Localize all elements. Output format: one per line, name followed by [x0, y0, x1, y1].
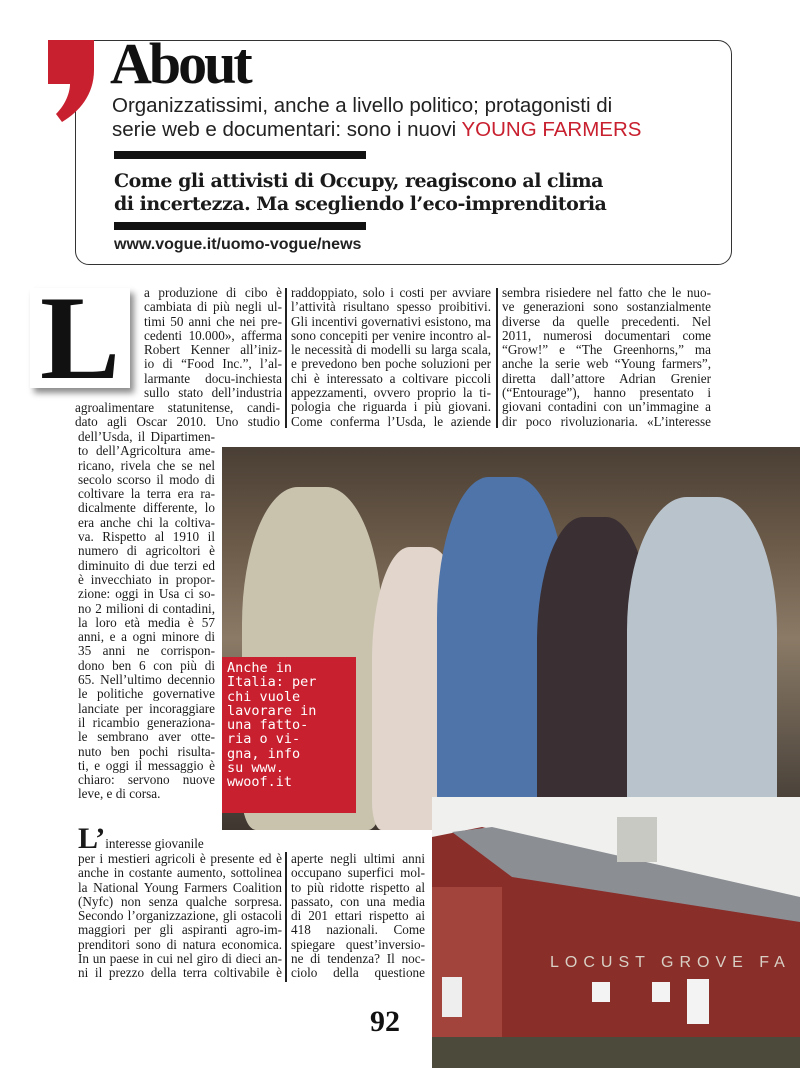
callout-line: su www. — [227, 760, 284, 777]
text-line: maggiori per gli aspiranti agro-im- — [78, 922, 282, 938]
barn-photo — [432, 797, 800, 1068]
callout-box — [222, 657, 356, 813]
text-line: cedenti 10.000», afferma — [144, 327, 282, 343]
text-line: Secondo l’organizzazione, gli ostacoli — [78, 908, 282, 924]
narrow-column — [78, 430, 215, 802]
text-line: Come conferma l’Usda, le aziende — [291, 413, 491, 429]
text-line: “Grow!” e “The Greenhorns,” ma — [502, 342, 711, 358]
paragraph-2-start — [78, 822, 288, 855]
text-line: In un paese in cui nel giro di dieci an- — [78, 951, 282, 967]
text-line: ciolo della questione — [291, 965, 425, 981]
text-line: occupano superfici mol- — [291, 865, 425, 881]
drop-cap-small: L’ — [78, 822, 106, 855]
text-line: nuto ben pochi risulta- — [78, 743, 215, 759]
text-line: dir poco rivoluzionaria. «L’interesse — [502, 413, 711, 429]
text-line: prenditori sono di natura economica. — [78, 936, 282, 952]
column-rule — [285, 852, 287, 982]
text-line: dato agli Oscar 2010. Uno studio — [75, 414, 280, 430]
text-line: no 2 milioni di contadini, — [78, 600, 215, 616]
text-line: per i mestieri agricoli è presente ed è — [78, 851, 282, 866]
callout-line: chi vuole — [227, 688, 301, 705]
subtitle-line: serie web e documentari: sono i nuovi — [112, 118, 462, 141]
text-line: ti, e oggi il messaggio è — [78, 757, 215, 773]
text-line: ve generazioni sono sostanzialmente — [502, 299, 711, 315]
text-line: la National Young Farmers Coalition — [78, 879, 282, 895]
text-line: anche in costante aumento, sottolinea — [78, 865, 282, 881]
text-line: sono concepiti per venire incontro al- — [291, 327, 491, 343]
text-line: 418 nazionali. Come — [291, 922, 425, 938]
deck — [114, 170, 724, 216]
column-bottom-2 — [291, 852, 425, 981]
text-line: diminuito di due terzi ed — [78, 557, 215, 573]
text-line: le sembrano aver otte- — [78, 729, 215, 745]
text-line: dicalmente differente, lo — [78, 500, 215, 516]
text-line: spiegare quest’inversio- — [291, 936, 425, 952]
text-line: appezzamenti, ovvero proprio la ti- — [291, 385, 491, 401]
text-line: ni il prezzo della terra coltivabile è — [78, 965, 282, 981]
text-line: chiaro: servono nuove — [78, 772, 215, 788]
column-2 — [291, 286, 491, 429]
callout-line: lavorare in — [227, 702, 317, 719]
text-line: leve, e di corsa. — [78, 786, 161, 802]
text-line: e prevedono ben poche soluzioni per — [291, 356, 491, 372]
text-line: aperte negli ultimi anni — [291, 851, 425, 866]
text-line: cambiata di più negli ul- — [144, 299, 282, 315]
column-1-full — [75, 401, 280, 430]
text-line: va. Rispetto al 1910 il — [78, 529, 215, 545]
callout-line: wwoof.it — [227, 774, 293, 791]
deck-line: Come gli attivisti di Occupy, reagiscono al clima — [114, 170, 603, 192]
text-line: dono ben 6 con più di — [78, 657, 215, 673]
column-rule — [285, 288, 287, 428]
text-line: to più ridotte rispetto al — [291, 879, 425, 895]
text-line: le necessità di modelli su larga scala, — [291, 342, 491, 358]
url-link[interactable]: www.vogue.it/uomo-vogue/news — [114, 236, 362, 253]
drop-cap: L — [30, 288, 130, 388]
text-line: secolo scorso il modo di — [78, 471, 215, 487]
text-line: la loro età media è 57 — [78, 614, 215, 630]
text-line: (Nyfc) non senza qualche sorpresa. — [78, 893, 282, 909]
callout-line: ria o vi- — [227, 731, 301, 748]
text-line: 2011, numerosi documentari come — [502, 327, 711, 343]
text-line: agroalimentare statunitense, candi- — [75, 400, 280, 415]
text-line: timi 50 anni che nei pre- — [144, 313, 282, 329]
text-line: di 201 ettari rispetto ai — [291, 908, 425, 924]
divider-bar — [114, 222, 366, 230]
text-line: diretta dall’attore Adrian Grenier — [502, 370, 711, 386]
text-line: ne di tendenza? Il noc- — [291, 951, 425, 967]
text-line: il ricambio generaziona- — [78, 714, 215, 730]
text-line: zione: oggi in Usa ci so- — [78, 586, 215, 602]
text-line: anni, e a ogni minore di — [78, 629, 215, 645]
column-bottom-1 — [78, 852, 282, 981]
text-line: sullo stato dell’industria — [144, 385, 282, 401]
text-line: giovani contadini con un’immagine a — [502, 399, 711, 415]
text-line: dell’Usda, il Dipartimen- — [78, 429, 215, 444]
text-line: anche la serie web “Young farmers”, — [502, 356, 711, 372]
text-line: è invecchiato in propor- — [78, 571, 215, 587]
text-line: lanciate per incoraggiare — [78, 700, 215, 716]
callout-line: Anche in — [227, 660, 293, 676]
red-comma-icon — [44, 40, 96, 122]
section-title: About — [110, 31, 250, 96]
column-1-top — [144, 286, 282, 400]
subtitle-line: Organizzatissimi, anche a livello politico; protagonisti di — [112, 94, 613, 117]
text-line: sembra risiedere nel fatto che le nuo- — [502, 285, 711, 300]
page-number: 92 — [370, 1005, 400, 1038]
divider-bar — [114, 151, 366, 159]
barn-sign: LOCUST GROVE FA — [550, 954, 791, 971]
callout-line: Italia: per — [227, 674, 317, 691]
text-line: larmante docu-inchiesta — [144, 370, 282, 386]
text-line: chi è interessato a coltivare piccoli — [291, 370, 491, 386]
subtitle-highlight: YOUNG FARMERS — [461, 118, 642, 141]
text-line: ricano, rivela che se nel — [78, 457, 215, 473]
text-line: (“Entourage”), hanno presentato i — [502, 385, 711, 401]
callout-line: una fatto- — [227, 717, 309, 734]
text-line: coltivare la terra era ra- — [78, 486, 215, 502]
text-line: 65. Nell’ultimo decennio — [78, 672, 215, 688]
text-line: passato, con una media — [291, 893, 425, 909]
callout-line: gna, info — [227, 745, 301, 762]
column-3 — [502, 286, 711, 429]
text-line: to dell’Agricoltura ame- — [78, 443, 215, 459]
text-line: numero di agricoltori è — [78, 543, 215, 559]
text-line: 35 anni ne corrispon- — [78, 643, 215, 659]
text-line: era anche chi la coltiva- — [78, 514, 215, 530]
text-line: l’attività risultano spesso proibitivi. — [291, 299, 491, 315]
column-rule — [496, 288, 498, 428]
subtitle — [112, 94, 722, 142]
deck-line: di incertezza. Ma scegliendo l’eco-imprenditoria — [114, 193, 607, 215]
text-line: Robert Kenner all’iniz- — [144, 342, 282, 358]
text-line: diverse da quelle precedenti. Nel — [502, 313, 711, 329]
text-line: io di “Food Inc.”, l’al- — [144, 356, 282, 372]
text-line: pologia che riguarda i più giovani. — [291, 399, 491, 415]
text-line: a produzione di cibo è — [144, 285, 282, 300]
text-line: interesse giovanile — [105, 836, 204, 851]
text-line: le politiche governative — [78, 686, 215, 702]
text-line: Gli incentivi governativi esistono, ma — [291, 313, 491, 329]
text-line: raddoppiato, solo i costi per avviare — [291, 285, 491, 300]
